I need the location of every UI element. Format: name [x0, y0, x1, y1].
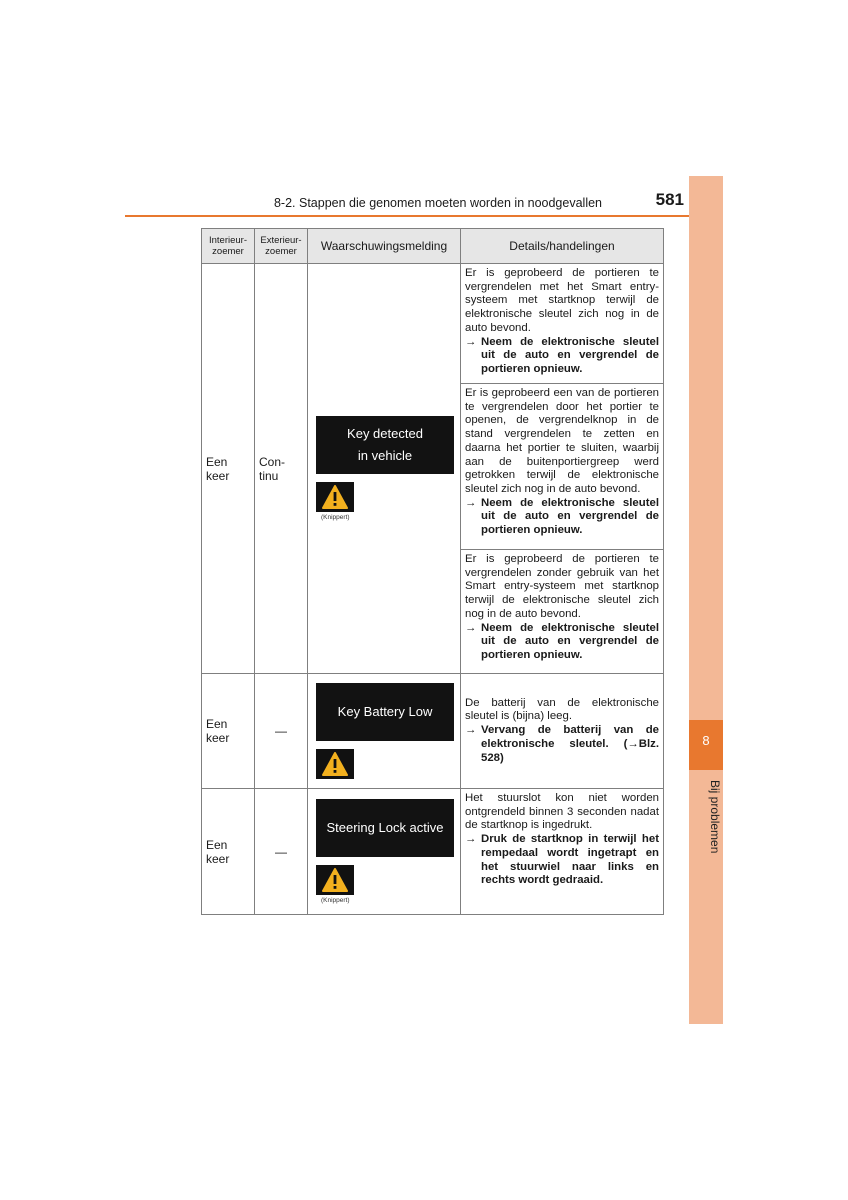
display-text-line: Key detected [347, 426, 423, 441]
arrow-icon: → [465, 621, 477, 634]
display-screen [316, 416, 454, 474]
table-row [202, 789, 664, 915]
table-row [202, 264, 664, 384]
detail-action [465, 497, 659, 538]
detail-cell [461, 384, 664, 550]
exterior-buzzer-cell [255, 264, 308, 674]
detail-text: Er is geprobeerd de portieren te vergrendelen zonder gebruik van het Smart entry-systeem met startknop terwijl de elektronische sleutel zich nog in de auto bevond. [465, 553, 659, 620]
interior-buzzer-cell [202, 674, 255, 789]
display-screen [316, 799, 454, 857]
display-text-line: Steering Lock active [326, 820, 444, 835]
interior-buzzer-cell [202, 789, 255, 915]
page-number: 581 [655, 190, 684, 209]
detail-cell [461, 674, 664, 789]
chapter-title: Bij problemen [708, 780, 722, 854]
interior-buzzer-cell [202, 264, 255, 674]
warning-message-cell [308, 674, 461, 789]
detail-action [465, 336, 659, 377]
table-row [202, 674, 664, 789]
exterior-buzzer-value: Con- tinu [259, 454, 286, 483]
exterior-buzzer-cell: — [255, 789, 308, 915]
page-header-title: 8-2. Stappen die genomen moeten worden in noodgevallen [273, 196, 602, 210]
display-text-line: in vehicle [357, 448, 413, 463]
detail-cell [461, 789, 664, 915]
warning-triangle-icon [316, 865, 354, 895]
warning-message-cell [308, 789, 461, 915]
blink-note: (Knippert) [321, 514, 350, 521]
arrow-icon: → [465, 335, 477, 348]
action-text: Vervang de batterij van de elektronische sleutel. (→Blz. 528) [481, 724, 659, 764]
detail-cell [461, 264, 664, 384]
arrow-icon: → [465, 496, 477, 509]
header-details: Details/handelingen [461, 229, 664, 264]
detail-cell [461, 550, 664, 674]
interior-buzzer-value: Een keer [206, 717, 230, 745]
action-text: Neem de elektronische sleutel uit de auto en vergrendel de portieren opnieuw. [481, 621, 659, 661]
header-warning-message: Waarschuwingsmelding [308, 229, 461, 264]
warning-triangle-icon [316, 482, 354, 512]
detail-action [465, 833, 659, 888]
interior-buzzer-value: Een keer [206, 837, 230, 866]
arrow-icon: → [465, 833, 477, 846]
header-exterior-buzzer [255, 229, 308, 264]
arrow-icon: → [465, 724, 477, 737]
action-text: Druk de startknop in terwijl het rempedaal wordt ingetrapt en het stuurwiel naar links en rechts wordt gedraaid. [481, 833, 659, 887]
display-text-line: Key Battery Low [337, 704, 433, 719]
interior-buzzer-value: Een keer [206, 454, 230, 483]
table-header-row [202, 229, 664, 264]
detail-text: Er is geprobeerd de portieren te vergrendelen met het Smart entry-systeem met startknop terwijl de elektronische sleutel zich nog in de auto bevond. [465, 267, 659, 334]
chapter-number-tab: 8 [689, 720, 723, 770]
warning-table [201, 228, 664, 915]
warning-triangle-icon [316, 749, 354, 779]
action-text: Neem de elektronische sleutel uit de auto en vergrendel de portieren opnieuw. [481, 496, 659, 537]
header-interior-label: Interieur- zoemer [208, 235, 247, 257]
chapter-side-strip [689, 176, 723, 1024]
header-exterior-label: Exterieur- zoemer [260, 235, 302, 257]
header-rule [125, 215, 723, 217]
detail-text: Het stuurslot kon niet worden ontgrendeld binnen 3 seconden nadat de startknop is ingedrukt. [465, 792, 659, 832]
display-screen [316, 683, 454, 741]
detail-text: De batterij van de elektronische sleutel is (bijna) leeg. [465, 696, 659, 723]
detail-text: Er is geprobeerd een van de portieren te vergrendelen door het portier te openen, de vergrendelknop in de stand vergrendelen te zetten en daarna het portier te sluiten, waarbij aan de buitenportiergreep werd getrokken terwijl de elektronische sleutel zich nog in de auto bevond. [465, 387, 659, 495]
action-text: Neem de elektronische sleutel uit de auto en vergrendel de portieren opnieuw. [481, 335, 659, 375]
detail-action [465, 622, 659, 663]
blink-note: (Knippert) [321, 897, 350, 904]
exterior-buzzer-cell: — [255, 674, 308, 789]
warning-message-cell [308, 264, 461, 674]
header-interior-buzzer [202, 229, 255, 264]
detail-action [465, 724, 659, 765]
